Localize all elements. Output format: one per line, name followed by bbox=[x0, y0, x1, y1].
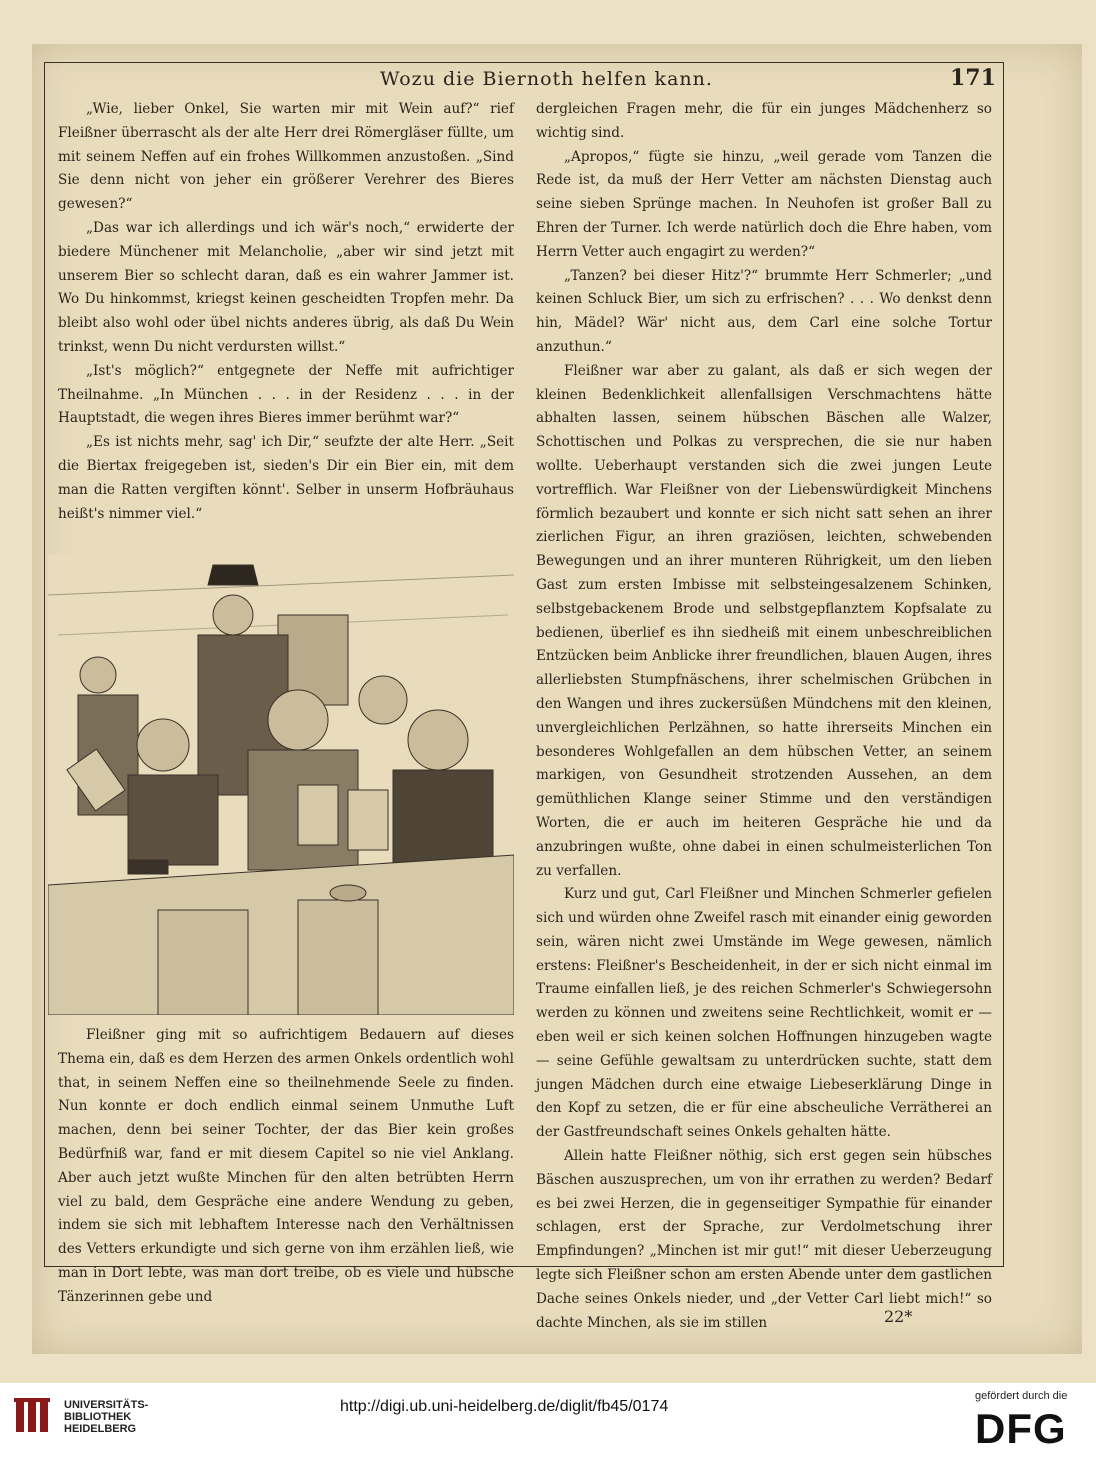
paragraph: Fleißner war aber zu galant, als daß er sich wegen der kleinen Bedenklichkeit allenfallsigen Verschmachtens hätte abhalten lassen, seinem hübschen Bäschen alle Walzer, Schottischen und Polkas zu versprechen, die sie nur haben wollte. Ueberhaupt verstanden sich die zwei jungen Leute vortrefflich. War Fleißner von der Liebenswürdigkeit Minchens förmlich bezaubert und konnte er sich nicht satt sehen an ihrer zierlichen Figur, an ihren graziösen, leichten, schwebenden Bewegungen und an ihrer munteren Rührigkeit, um den lieben Gast zum ersten Imbisse mit selbsteingesalzenem Schinken, selbstgebackenem Brode und selbstgepflanztem Kopfsalate zu bedienen, überlief es ihn siedheiß mit einem unbeschreiblichen Entzücken beim Anblicke ihrer freundlichen, blauen Augen, ihres allerliebsten Stumpfnäschens, ihrer schelmischen Grübchen in den Wangen und ihres zuckersüßen Mündchens mit den kleinen, unvergleichlichen Perlzähnen, so hatte ihrerseits Minchen ein besonderes Wohlgefallen an dem hübschen Vetter, an seinem markigen, von Gesundheit strotzenden Aussehen, an dem gemüthlichen Klange seiner Stimme und den verständigen Worten, die er auch im heiteren Gespräche hie und da anzubringen wußte, ohne dabei in einen schulmeisterlichen Ton zu verfallen. bbox=[536, 362, 992, 879]
paragraph: „Apropos,“ fügte sie hinzu, „weil gerade vom Tanzen die Rede ist, da muß der Herr Vetter am nächsten Dienstag auch seine sieben Sprünge machen. In Neuhofen ist großer Ball zu Ehren der Turner. Ich werde natürlich doch die Ehre haben, vom Herrn Vetter auch engagirt zu werden?“ bbox=[536, 148, 992, 260]
paragraph: „Ist's möglich?“ entgegnete der Neffe mit aufrichtiger Theilnahme. „In München . . . in der Residenz . . . in der Hauptstadt, die wegen ihres Bieres immer berühmt war?“ bbox=[58, 362, 514, 427]
paragraph: Kurz und gut, Carl Fleißner und Minchen Schmerler gefielen sich und würden ohne Zweifel rasch mit einander einig geworden sein, wären nicht zwei Umstände im Wege gewesen, nämlich erstens: Fleißner's Bescheidenheit, in der er sich nicht einmal im Traume einfallen ließ, je des reichen Schmerler's Schwiegersohn werden zu können und zweitens seine Rechtlichkeit, womit er — eben weil er sich keinen solchen Hoffnungen hinzugeben wagte — seine Gefühle gewaltsam zu unterdrücken suchte, statt dem jungen Mädchen durch eine etwaige Liebeserklärung Dinge in den Kopf zu setzen, die er für eine abscheuliche Verrätherei an der Gastfreundschaft seines Onkels gehalten hätte. bbox=[536, 886, 992, 1141]
paragraph: Fleißner ging mit so aufrichtigem Bedauern auf dieses Thema ein, daß es dem Herzen des armen Onkels ordentlich wohl that, in seinem Neffen eine so theilnehmende Seele zu finden. Nun konnte er doch endlich einmal seinem Unmuthe Luft machen, denn bei seiner Tochter, der das Bier kein großes Bedürfniß war, fand er mit diesem Capitel so nie viel Anklang. Aber auch jetzt wußte Minchen für den alten betrübten Herrn viel zu bald, dem Gespräche eine andere Wendung zu geben, indem sie sich mit lebhaftem Interesse nach den Verhältnissen des Vetters erkundigte und sich gerne von ihm erzählen ließ, wie man in Dort lebte, was man dort treibe, ob es viele und hübsche Tänzerinnen gebe und bbox=[58, 1027, 514, 1305]
frame-right-rule bbox=[1003, 62, 1004, 1267]
frame-left-rule bbox=[44, 62, 45, 1267]
university-library-logo-icon bbox=[12, 1396, 60, 1436]
signature-mark: 22* bbox=[884, 1307, 913, 1326]
dfg-logo: DFG bbox=[975, 1405, 1067, 1452]
running-title: Wozu die Biernoth helfen kann. bbox=[380, 68, 713, 90]
library-line: HEIDELBERG bbox=[64, 1423, 137, 1435]
left-column-bottom bbox=[58, 1024, 514, 1310]
paragraph: „Tanzen? bei dieser Hitz'?“ brummte Herr Schmerler; „und keinen Schluck Bier, um sich zu erfrischen? . . . Wo denkst denn hin, Mädel? Wär' nicht aus, dem Carl eine solche Tortur anzuthun.“ bbox=[536, 267, 992, 355]
viewer-footer bbox=[0, 1383, 1096, 1457]
paragraph-continued: dergleichen Fragen mehr, die für ein junges Mädchenherz so wichtig sind. bbox=[536, 101, 992, 141]
paragraph: „Wie, lieber Onkel, Sie warten mir mit Wein auf?“ rief Fleißner überrascht als der alte Herr drei Römergläser füllte, um mit seinem Neffen auf ein frohes Willkommen anzustoßen. „Sind Sie denn nicht von jeher ein größerer Verehrer des Bieres gewesen?“ bbox=[58, 101, 514, 213]
paragraph: „Das war ich allerdings und ich wär's noch,“ erwiderte der biedere Münchener mit Melancholie, „aber wir sind jetzt mit unserem Bier so schlecht daran, daß es ein wahrer Jammer ist. Wo Du hinkommst, kriegst keinen gescheidten Tropfen mehr. Da bleibt also wohl oder übel nichts anderes übrig, als daß Du Wein trinkst, wenn Du nicht verdursten willst.“ bbox=[58, 219, 514, 355]
paragraph: „Es ist nichts mehr, sag' ich Dir,“ seufzte der alte Herr. „Seit die Biertax freigegeben ist, sieden's Dir ein Bier ein, mit dem man die Ratten vergiften könnt'. Selber in unserm Hofbräuhaus heißt's nimmer viel.“ bbox=[58, 434, 514, 522]
library-name bbox=[64, 1399, 148, 1435]
funding-label: gefördert durch die bbox=[975, 1390, 1068, 1402]
library-line: BIBLIOTHEK bbox=[64, 1411, 132, 1423]
library-line: UNIVERSITÄTS- bbox=[64, 1399, 149, 1411]
paragraph: Allein hatte Fleißner nöthig, sich erst gegen sein hübsches Bäschen auszusprechen, um von ihr errathen zu werden? Bedarf es bei zwei Herzen, die in gegenseitiger Sympathie für einander schlagen, erst der Sprache, zur Verdolmetschung ihrer Empfindungen? „Minchen ist mir gut!“ mit dieser Ueberzeugung legte sich Fleißner schon am ersten Abende unter dem gastlichen Dache seines Onkels nieder, und „der Vetter Carl liebt mich!“ so dachte Minchen, als sie im stillen bbox=[536, 1148, 992, 1331]
right-column bbox=[536, 98, 992, 1335]
page-number: 171 bbox=[950, 65, 996, 91]
tavern-illustration bbox=[48, 555, 514, 1015]
left-column-top bbox=[58, 98, 514, 526]
frame-top-rule bbox=[44, 62, 1004, 63]
permalink[interactable]: http://digi.ub.uni-heidelberg.de/diglit/fb45/0174 bbox=[340, 1398, 669, 1415]
